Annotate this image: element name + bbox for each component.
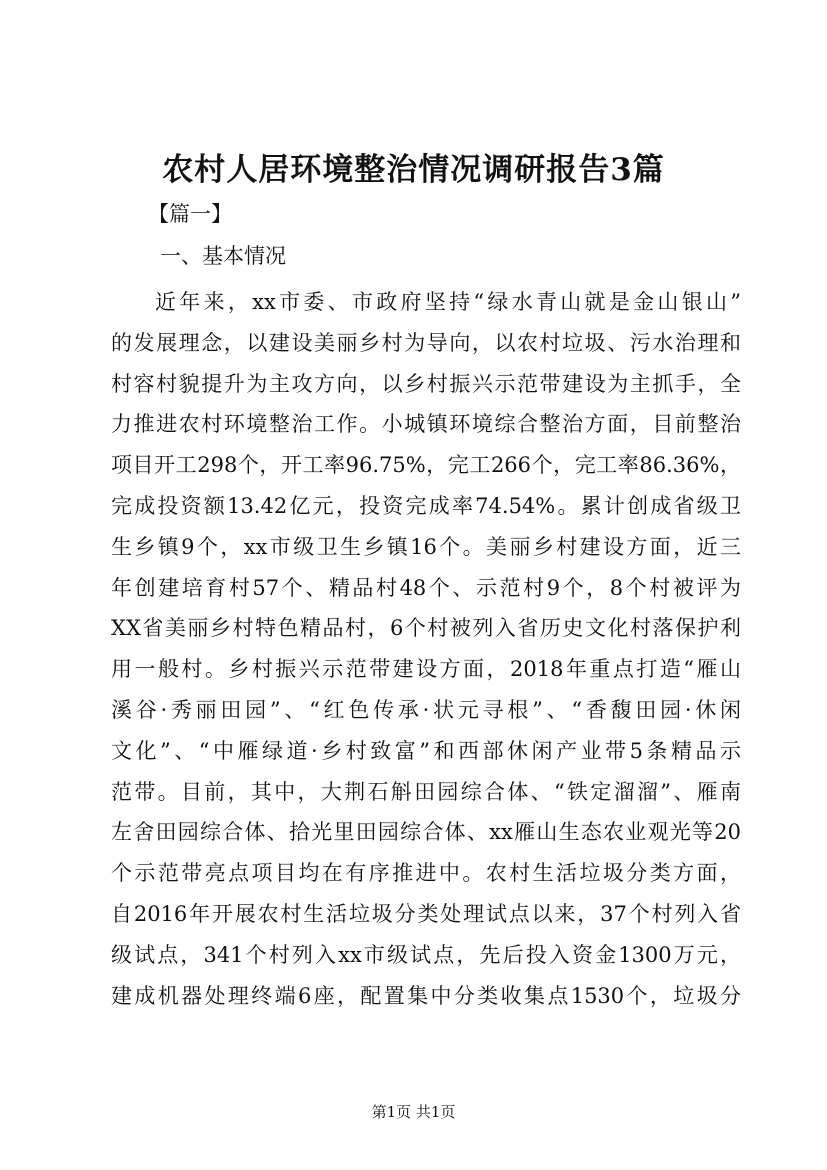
body-line: 自2016年开展农村生活垃圾分类处理试点以来，37个村列入省	[111, 901, 741, 926]
body-line: 左舍田园综合体、拾光里田园综合体、xx雁山生态农业观光等20	[111, 820, 741, 845]
body-line: 建成机器处理终端6座，配置集中分类收集点1530个，垃圾分	[111, 983, 741, 1008]
document-title: 农村人居环境整治情况调研报告3篇	[162, 152, 665, 188]
body-line: 年创建培育村57个、精品村48个、示范村9个，8个村被评为	[111, 575, 741, 600]
body-line: 文化”、“中雁绿道·乡村致富”和西部休闲产业带5条精品示	[111, 738, 741, 763]
body-line: 完成投资额13.42亿元，投资完成率74.54%。累计创成省级卫	[111, 493, 741, 518]
body-line: XX省美丽乡村特色精品村，6个村被列入省历史文化村落保护利	[111, 616, 741, 641]
body-line: 的发展理念，以建设美丽乡村为导向，以农村垃圾、污水治理和	[111, 330, 741, 355]
body-line: 溪谷·秀丽田园”、“红色传承·状元寻根”、“香馥田园·休闲	[111, 697, 741, 722]
section-label: 【篇一】	[148, 202, 232, 226]
body-line: 用一般村。乡村振兴示范带建设方面，2018年重点打造“雁山	[111, 657, 741, 682]
body-line: 力推进农村环境整治工作。小城镇环境综合整治方面，目前整治	[111, 412, 741, 437]
body-paragraph	[111, 282, 741, 1016]
body-line: 级试点，341个村列入xx市级试点，先后投入资金1300万元，	[111, 942, 741, 967]
body-line: 村容村貌提升为主攻方向，以乡村振兴示范带建设为主抓手，全	[111, 371, 741, 396]
body-line: 范带。目前，其中，大荆石斛田园综合体、“铁定溜溜”、雁南	[111, 779, 741, 804]
section-heading: 一、基本情况	[160, 244, 286, 268]
body-line: 个示范带亮点项目均在有序推进中。农村生活垃圾分类方面，	[111, 861, 741, 886]
body-line: 近年来，xx市委、市政府坚持“绿水青山就是金山银山”	[155, 290, 741, 314]
body-line: 生乡镇9个，xx市级卫生乡镇16个。美丽乡村建设方面，近三	[111, 534, 741, 559]
body-line: 项目开工298个，开工率96.75%，完工266个，完工率86.36%，	[111, 453, 741, 478]
page-footer: 第1页 共1页	[371, 1103, 456, 1121]
